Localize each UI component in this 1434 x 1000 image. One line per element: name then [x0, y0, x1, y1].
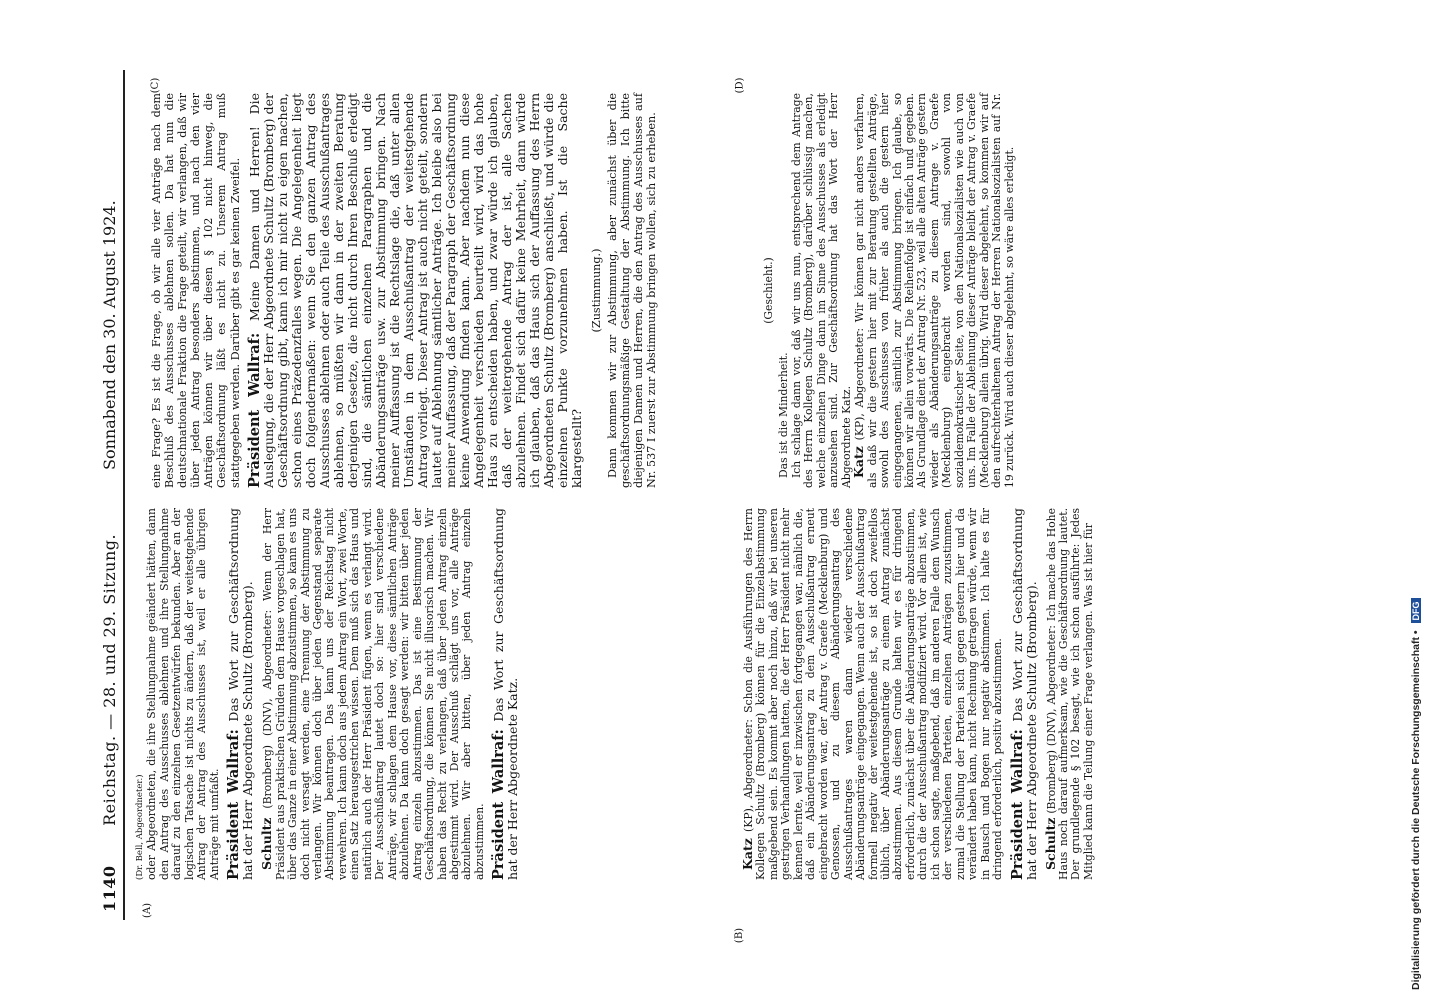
- speaker-heading: [1008, 507, 1039, 880]
- speaker-heading: [492, 508, 520, 880]
- speaker-name: Katz: [851, 446, 867, 478]
- paragraph: [853, 93, 1016, 488]
- speaker-name: Schultz: [1042, 817, 1058, 870]
- dfg-logo: DFG: [1411, 599, 1421, 624]
- paragraph: [742, 508, 1005, 880]
- header-date-container: [100, 200, 119, 470]
- heading-text: Das Wort zur Geschäftsordnung hat der Herr Abgeordnete Schultz (Bromberg).: [1009, 507, 1039, 880]
- paragraph-text: (KP), Abgeordneter: Wir können gar nicht anders verfahren, als daß wir die gestern hier mit zur Beratung gestellten Anträge, sowohl des Ausschusses von früher als auch die gestern hier eingegangenen, sämtlich zur Abstimmung bringen. Ich glaube, so können wir allein vorwärts. Die Reihenfolge ist einfach und gegeben. Als Grundlage dient der Antrag Nr. 523, weil alle alten Anträge gestern wieder als Abänderungsanträge zu diesem Antrage v. Graefe (Mecklenburg) eingebracht worden sind, sowohl von sozialdemokratischer Seite, von den Nationalsozialisten wie auch von uns. Im Falle der Ablehnung dieser Anträge bleibt der Antrag v. Graefe (Mecklenburg) allein übrig. Wird dieser abgelehnt, so kommen wir auf den aufrechterhaltenen Antrag der Herren Nationalsozialisten auf Nr. 19 zurück. Wird auch dieser abgelehnt, so wäre alles erledigt.: [853, 93, 1016, 488]
- credit-text: Digitalisierung gefördert durch die Deutsche Forschungsgemeinschaft •: [1410, 630, 1422, 990]
- paragraph: Dann kommen wir zur Abstimmung, aber zunächst über die geschäftsordnungsmäßige Gestaltung der Abstimmung. Ich bitte diejenigen Damen und Herren, die den Antrag des Ausschusses auf Nr. 537 I zuerst zur Abstimmung bringen wollen, sich zu erheben.: [605, 93, 659, 488]
- paragraph-text: (KP), Abgeordneter: Schon die Ausführungen des Herrn Kollegen Schultz (Bromberg) können für die Einzelabstimmung maßgebend sein. Es kommt aber noch hinzu, daß wir bei unseren gestrigen Verhandlungen hatten, die der Herr Präsident nicht mehr kennen lernte, weil er inzwischen fortgegangen war, nämlich die, daß ein Abänderungsantrag zu dem Ausschußantrag erneut eingebracht worden war, der Antrag v. Graefe (Mecklenburg) und Genossen, und zu diesem Abänderungsantrag des Ausschußantrages waren dann wieder verschiedene Abänderungsanträge eingegangen. Wenn auch der Ausschußantrag formell negativ der weitestgehende ist, so ist doch zweifellos üblich, über Abänderungsanträge zu einem Antrag zunächst abzustimmen. Aus diesem Grunde halten wir es für dringend erforderlich, zunächst über die Abänderungsanträge abzustimmen, durch die der Ausschußantrag modifiziert wird. Vor allem ist, wie ich schon sagte, maßgebend, daß im anderen Falle dem Wunsch der verschiedenen Parteien, einzelnen Anträgen zuzustimmen, zumal die Stellung der Parteien sich gegen gestern hier und da verändert haben kann, nicht Rechnung getragen würde, wenn wir in Bausch und Bogen nur negativ abstimmen. Ich halte es für dringend erforderlich, positiv abzustimmen.: [742, 507, 1005, 880]
- speaker-name: Katz: [740, 838, 755, 870]
- paragraph: Ich schlage dann vor, daß wir uns nun, entsprechend dem Antrage des Herrn Kollegen Schultz (Bromberg), darüber schlüssig machen, welche einzelnen Dinge dann im Sinne des Ausschusses als erledigt anzusehen sind. Zur Geschäftsordnung hat das Wort der Herr Abgeordnete Katz.: [789, 93, 853, 488]
- header-title: Reichstag. — 28. und 29. Sitzung.: [100, 533, 119, 826]
- speaker-name: Präsident Wallraf:: [245, 332, 263, 488]
- margin-mark-b: (B): [734, 927, 746, 944]
- paragraph: oder Abgeordneten, die ihre Stellungnahme geändert hätten, dann den Antrag des Ausschusses ablehnen und ihre Stellungnahme darauf zu den einzelnen Gesetzentwürfen bekunden. Aber an der logischen Tatsache ist nichts zu ändern, daß der weitestgehende Antrag der Antrag des Ausschusses ist, weil er alle übrigen Anträge mit umfaßt.: [145, 508, 221, 880]
- page-number: 1140: [100, 865, 119, 912]
- margin-mark-c: (C): [150, 77, 162, 94]
- continuation-speaker: (Dr. Bell, Abgeordneter.): [135, 774, 145, 880]
- margin-mark-a: (A): [142, 902, 154, 919]
- paragraph: eine Frage? Es ist die Frage, ob wir alle vier Anträge nach dem Beschluß des Ausschusses ablehnen sollen. Da hat nun die deutschnationale Fraktion die Frage geteilt, wir verlangen, daß wir über jeden Antrag besonders abstimmen, und nach den vier Anträgen können wir über diesen § 102 nicht hinweg, die Geschäftsordnung läßt es nicht zu. Unserem Antrag muß stattgegeben werden. Darüber gibt es gar keinen Zweifel.: [150, 93, 242, 488]
- speaker-heading: [245, 93, 584, 488]
- paragraph-text: (Bromberg) (DNV), Abgeordneter: Wenn der Herr Präsident aus praktischen Gründen dem Hause vorgeschlagen hat, über das Ganze in einer Abstimmung abzustimmen, so kann es uns doch nicht versagt werden, eine Trennung der Abstimmung zu verlangen. Wir können doch über jeden Gegenstand separate Abstimmung beantragen. Das kann uns der Reichstag nicht verwehren. Ich kann doch aus jedem Antrag ein Wort, zwei Worte, einen Satz herausgestrichen wissen. Dem muß sich das Haus und natürlich auch der Herr Präsident fügen, wenn es verlangt wird. Der Ausschußantrag lautet doch so: hier sind verschiedene Anträge, wir schlagen dem Hause vor, diese sämtlichen Anträge abzulehnen. Da kann doch gesagt werden: wir bitten über jeden Antrag einzeln abzustimmen. Das ist eine Bestimmung der Geschäftsordnung, die können Sie nicht illusorisch machen. Wir haben das Recht zu verlangen, daß über jeden Antrag einzeln abgestimmt wird. Der Ausschuß schlägt uns vor, alle Anträge abzulehnen. Wir aber bitten, über jeden Antrag einzeln abzustimmen.: [261, 508, 486, 880]
- speaker-name: Präsident Wallraf:: [225, 729, 243, 880]
- heading-text: Meine Damen und Herren! Die Auslegung, die der Herr Abgeordnete Schultz (Bromberg) der Geschäftsordnung gibt, kann ich mir nicht zu eigen machen, schon eines Präzedenzfalles wegen. Die Angelegenheit liegt doch folgendermaßen: wenn Sie den ganzen Antrag des Ausschusses ablehnen oder auch Teile des Ausschußantrages ablehnen, so müßten wir dann in der zweiten Beratung derjenigen Gesetze, die nicht durch Ihren Beschluß erledigt sind, die sämtlichen einzelnen Paragraphen und die Abänderungsanträge usw. zur Abstimmung bringen. Nach meiner Auffassung ist die Rechtslage die, daß unter allen Umständen in dem Ausschußantrag der weitestgehende Antrag vorliegt. Dieser Antrag ist auch nicht geteilt, sondern lautet auf Ablehnung sämtlicher Anträge. Ich bleibe also bei meiner Auffassung, daß der Paragraph der Geschäftsordnung keine Anwendung finden kann. Aber nachdem nun diese Angelegenheit verschieden beurteilt wird, wird das hohe Haus zu entscheiden haben, und zwar würde ich glauben, daß der weitergehende Antrag der ist, alle Sachen abzulehnen. Findet sich dafür keine Mehrheit, dann würde ich glauben, daß das Haus sich der Auffassung des Herrn Abgeordneten Schultz (Bromberg) anschließt, und würde die einzelnen Punkte vorzunehmen haben. Ist die Sache klargestellt?: [246, 93, 584, 488]
- column-left-lower: [742, 508, 1095, 880]
- paragraph: [1042, 508, 1096, 880]
- paragraph: [261, 508, 486, 880]
- interjection: (Zustimmung.): [589, 248, 603, 333]
- speaker-name: Schultz: [259, 817, 275, 870]
- speaker-name: Präsident Wallraf:: [490, 729, 508, 880]
- heading-text: Das Wort zur Geschäftsordnung hat der Herr Abgeordnete Schultz (Bromberg).: [226, 507, 256, 880]
- column-left-upper: [134, 508, 526, 880]
- interjection: (Geschieht.): [762, 257, 775, 324]
- paragraph: Das ist die Minderheit.: [777, 352, 791, 478]
- paragraph-text: (Bromberg) (DNV), Abgeordneter: Ich mache das Hohe Haus noch darauf aufmerksam, wie die Geschäftsordnung lautet. Der grundlegende § 102 besagt, wie ich schon ausführte: Jedes Mitglied kann die Teilung einer Frage verlangen. Was ist hier für: [1044, 508, 1095, 880]
- header-date: Sonnabend den 30. August 1924.: [100, 200, 119, 470]
- header-rule: [123, 70, 125, 920]
- running-header: [100, 52, 119, 912]
- speaker-name: Präsident Wallraf:: [1008, 729, 1026, 880]
- heading-text: Das Wort zur Geschäftsordnung hat der Herr Abgeordnete Katz.: [491, 507, 521, 880]
- column-right-lower: [760, 93, 1016, 488]
- digitization-credit: [1410, 599, 1422, 991]
- column-right-upper: [150, 93, 658, 488]
- speaker-heading: [227, 508, 255, 880]
- margin-mark-d: (D): [734, 77, 746, 94]
